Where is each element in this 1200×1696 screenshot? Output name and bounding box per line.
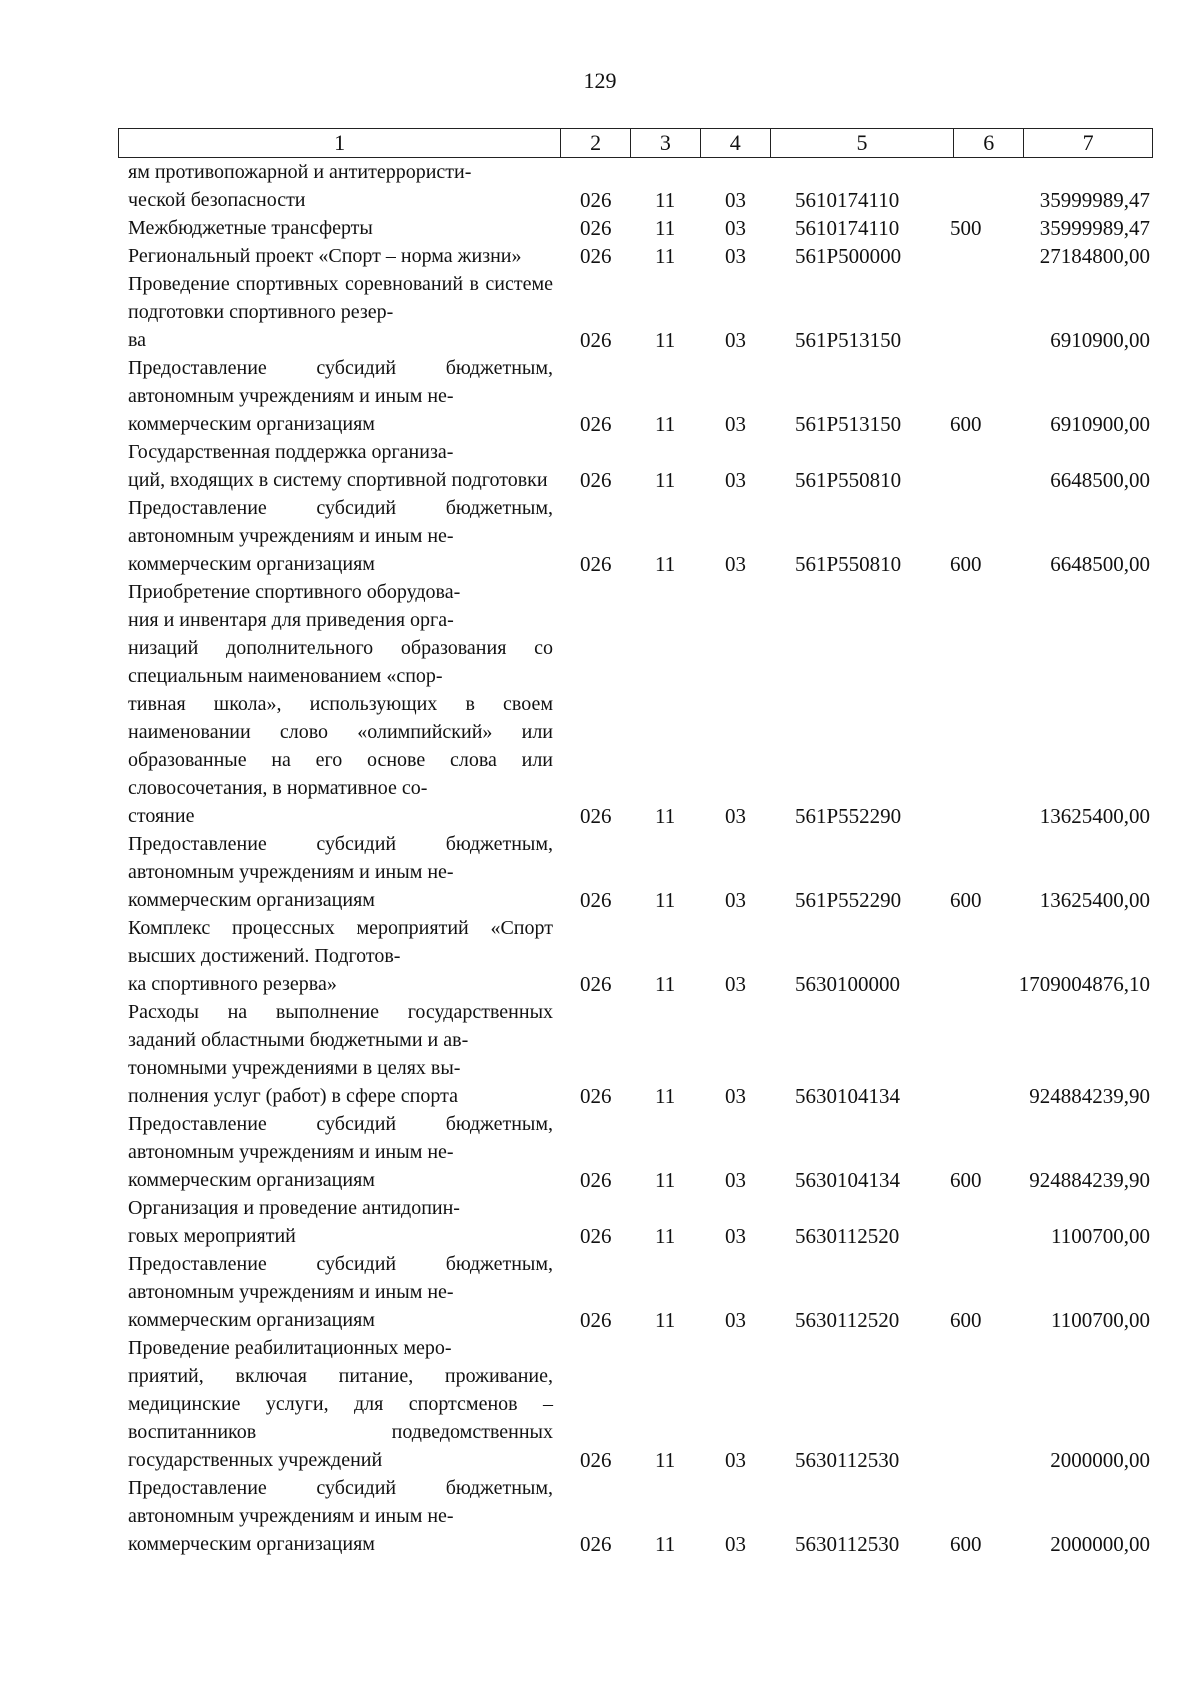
row-code: 026 <box>580 1532 612 1556</box>
row-expense-type: 600 <box>950 1168 982 1192</box>
row-sum: 1100700,00 <box>1051 1308 1150 1332</box>
row-expense-type: 500 <box>950 216 982 240</box>
table-body <box>0 158 1200 1558</box>
row-subsection: 03 <box>725 216 746 240</box>
row-subsection: 03 <box>725 1084 746 1108</box>
row-sum: 6648500,00 <box>1050 552 1150 576</box>
table-row <box>0 1474 1200 1558</box>
row-sum: 1100700,00 <box>1051 1224 1150 1248</box>
row-name: Государственная поддержка организа- ций, входящих в систему спортивной подготовки <box>128 441 548 491</box>
row-code: 026 <box>580 244 612 268</box>
table-row <box>0 1250 1200 1334</box>
row-code: 026 <box>580 552 612 576</box>
header-col-7: 7 <box>1082 130 1094 155</box>
row-target-article: 5630100000 <box>795 972 900 996</box>
row-section: 11 <box>655 1308 676 1332</box>
header-col-3: 3 <box>631 129 701 157</box>
row-sum: 35999989,47 <box>1039 216 1150 240</box>
row-code: 026 <box>580 328 612 352</box>
row-subsection: 03 <box>725 328 746 352</box>
row-target-article: 561P550810 <box>795 468 902 492</box>
row-section: 11 <box>655 328 676 352</box>
row-target-article: 561P513150 <box>795 412 902 436</box>
row-section: 11 <box>655 1224 676 1248</box>
row-code: 026 <box>580 972 612 996</box>
table-row <box>0 578 1200 830</box>
row-sum: 924884239,90 <box>1029 1168 1150 1192</box>
row-subsection: 03 <box>725 1224 746 1248</box>
row-sum: 2000000,00 <box>1050 1532 1150 1556</box>
row-target-article: 561P513150 <box>795 328 902 352</box>
table-row <box>0 494 1200 578</box>
table-row <box>0 270 1200 354</box>
row-section: 11 <box>655 1084 676 1108</box>
row-code: 026 <box>580 1308 612 1332</box>
row-target-article: 561P550810 <box>795 552 902 576</box>
row-subsection: 03 <box>725 244 746 268</box>
header-col-1: 1 <box>119 129 561 157</box>
row-sum: 1709004876,10 <box>1018 972 1150 996</box>
row-section: 11 <box>655 888 676 912</box>
row-sum: 6648500,00 <box>1050 468 1150 492</box>
row-subsection: 03 <box>725 188 746 212</box>
row-target-article: 5610174110 <box>795 188 900 212</box>
row-section: 11 <box>655 188 676 212</box>
row-sum: 924884239,90 <box>1029 1084 1150 1108</box>
row-code: 026 <box>580 412 612 436</box>
row-subsection: 03 <box>725 1448 746 1472</box>
row-subsection: 03 <box>725 552 746 576</box>
row-target-article: 5630112520 <box>795 1308 900 1332</box>
row-section: 11 <box>655 972 676 996</box>
page-number: 129 <box>583 68 617 93</box>
row-code: 026 <box>580 468 612 492</box>
row-expense-type: 600 <box>950 1532 982 1556</box>
row-sum: 6910900,00 <box>1050 412 1150 436</box>
table-row <box>0 830 1200 914</box>
row-target-article: 561P500000 <box>795 244 902 268</box>
row-name: Региональный проект «Спорт – норма жизни» <box>128 245 522 267</box>
row-code: 026 <box>580 888 612 912</box>
row-section: 11 <box>655 468 676 492</box>
row-code: 026 <box>580 1224 612 1248</box>
row-expense-type: 600 <box>950 888 982 912</box>
row-section: 11 <box>655 1448 676 1472</box>
row-subsection: 03 <box>725 804 746 828</box>
row-subsection: 03 <box>725 1308 746 1332</box>
row-name: Приобретение спортивного оборудова- ния и инвентаря для приведения орга- низаций дополнительного образования со специальным наименованием «спор- тивная школа», использующих в своем наименовании слово «олимпийский» или образованные на его основе слова или словосочетания, в нормативное со- стояние <box>128 581 553 827</box>
row-section: 11 <box>655 216 676 240</box>
row-target-article: 5630104134 <box>795 1168 900 1192</box>
table-header <box>118 128 1153 158</box>
row-code: 026 <box>580 1448 612 1472</box>
table-row <box>0 998 1200 1110</box>
table-row <box>0 354 1200 438</box>
header-col-5: 5 <box>771 129 955 157</box>
row-section: 11 <box>655 412 676 436</box>
row-sum: 13625400,00 <box>1039 888 1150 912</box>
row-expense-type: 600 <box>950 412 982 436</box>
row-code: 026 <box>580 804 612 828</box>
row-name: Предоставление субсидий бюджетным, автономным учреждениям и иным не- коммерческим организациям <box>128 1477 553 1555</box>
row-name: Расходы на выполнение государственных заданий областными бюджетными и ав- тономными учреждениями в целях вы- полнения услуг (работ) в сфере спорта <box>128 1001 553 1107</box>
row-name: Организация и проведение антидопин- говых мероприятий <box>128 1197 460 1247</box>
row-code: 026 <box>580 216 612 240</box>
row-section: 11 <box>655 244 676 268</box>
row-expense-type: 600 <box>950 552 982 576</box>
row-sum: 13625400,00 <box>1039 804 1150 828</box>
row-name: Проведение реабилитационных меро- приятий, включая питание, проживание, медицинские услуги, для спортсменов – воспитанников подведомственных государственных учреждений <box>128 1337 553 1471</box>
row-target-article: 561P552290 <box>795 804 902 828</box>
table-row <box>0 438 1200 494</box>
table-row <box>0 158 1200 214</box>
row-target-article: 5630104134 <box>795 1084 900 1108</box>
row-subsection: 03 <box>725 412 746 436</box>
row-section: 11 <box>655 1532 676 1556</box>
row-subsection: 03 <box>725 888 746 912</box>
row-subsection: 03 <box>725 1532 746 1556</box>
row-target-article: 561P552290 <box>795 888 902 912</box>
row-name: Предоставление субсидий бюджетным, автономным учреждениям и иным не- коммерческим организациям <box>128 357 553 435</box>
row-sum: 2000000,00 <box>1050 1448 1150 1472</box>
row-name: Предоставление субсидий бюджетным, автономным учреждениям и иным не- коммерческим организациям <box>128 1253 553 1331</box>
row-name: ям противопожарной и антитеррористи- ческой безопасности <box>128 161 472 211</box>
row-sum: 27184800,00 <box>1039 244 1150 268</box>
row-target-article: 5610174110 <box>795 216 900 240</box>
row-code: 026 <box>580 1084 612 1108</box>
row-target-article: 5630112530 <box>795 1532 900 1556</box>
header-col-2: 2 <box>561 129 631 157</box>
row-name: Предоставление субсидий бюджетным, автономным учреждениям и иным не- коммерческим организациям <box>128 497 553 575</box>
header-col-6: 6 <box>954 129 1024 157</box>
table-row <box>0 1334 1200 1474</box>
row-name: Комплекс процессных мероприятий «Спорт высших достижений. Подготов- ка спортивного резерва» <box>128 917 553 995</box>
row-section: 11 <box>655 804 676 828</box>
header-col-4: 4 <box>701 129 771 157</box>
row-name: Предоставление субсидий бюджетным, автономным учреждениям и иным не- коммерческим организациям <box>128 1113 553 1191</box>
table-row <box>0 914 1200 998</box>
row-code: 026 <box>580 188 612 212</box>
row-subsection: 03 <box>725 1168 746 1192</box>
table-row <box>0 1194 1200 1250</box>
row-subsection: 03 <box>725 972 746 996</box>
row-subsection: 03 <box>725 468 746 492</box>
row-target-article: 5630112530 <box>795 1448 900 1472</box>
table-row <box>0 1110 1200 1194</box>
table-row <box>0 214 1200 242</box>
row-name: Межбюджетные трансферты <box>128 217 373 239</box>
row-sum: 35999989,47 <box>1039 188 1150 212</box>
row-expense-type: 600 <box>950 1308 982 1332</box>
row-name: Проведение спортивных соревнований в системе подготовки спортивного резер- ва <box>128 273 553 351</box>
table-row <box>0 242 1200 270</box>
row-sum: 6910900,00 <box>1050 328 1150 352</box>
row-code: 026 <box>580 1168 612 1192</box>
row-target-article: 5630112520 <box>795 1224 900 1248</box>
row-section: 11 <box>655 1168 676 1192</box>
row-section: 11 <box>655 552 676 576</box>
row-name: Предоставление субсидий бюджетным, автономным учреждениям и иным не- коммерческим организациям <box>128 833 553 911</box>
